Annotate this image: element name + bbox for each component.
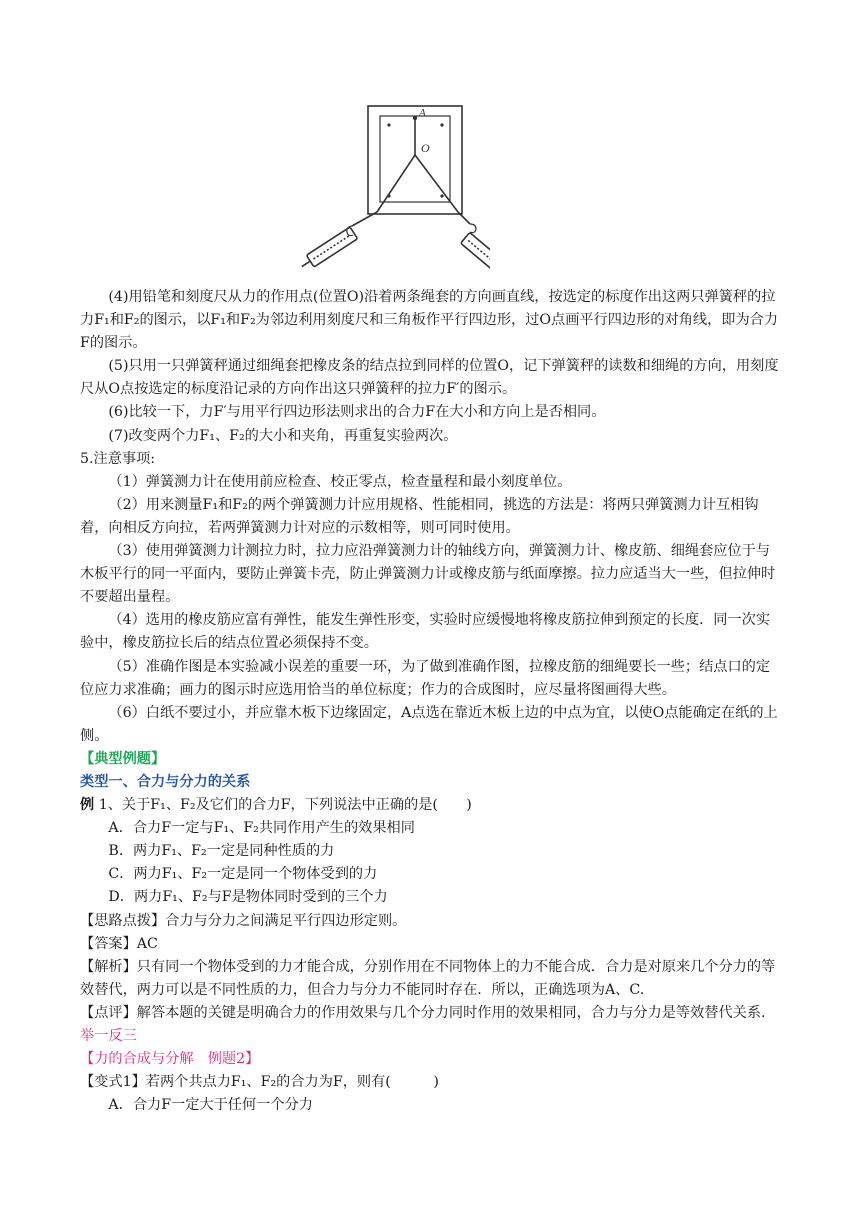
option-a: A．合力F一定与F₁、F₂共同作用产生的效果相同 [108, 820, 415, 837]
practice-link[interactable]: 【力的合成与分解 例题2】 [80, 1051, 260, 1068]
variant-1: 【变式1】若两个共点力F₁、F₂的合力为F，则有( ) [80, 1074, 439, 1091]
step-4: (4)用铅笔和刻度尺从力的作用点(位置O)沿着两条绳套的方向画直线，按选定的标度作出这两只弹簧秤的拉力F₁和F₂的图示，以F₁和F₂为邻边利用刻度尺和三角板作平行四边形，过O点画平行四边形的对角线，即为合力F的图示。 [80, 289, 779, 352]
examples-heading: 【典型例题】 [80, 750, 166, 767]
label-A: A [419, 107, 426, 119]
step-7: (7)改变两个力F₁、F₂的大小和夹角，再重复实验两次。 [108, 427, 458, 444]
strings [377, 155, 458, 212]
note-1: （1）弹簧测力计在使用前应检查、校正零点，检查量程和最小刻度单位。 [108, 473, 572, 490]
right-hook [470, 224, 476, 233]
notes-heading: 5.注意事项: [80, 450, 156, 467]
answer: 【答案】AC [80, 935, 158, 952]
variant-option-a: A．合力F一定大于任何一个分力 [108, 1097, 313, 1114]
step-5: (5)只用一只弹簧秤通过细绳套把橡皮条的结点拉到同样的位置O，记下弹簧秤的读数和细绳的方向，用刻度尺从O点按选定的标度沿记录的方向作出这只弹簧秤的拉力F′的图示。 [80, 358, 779, 398]
question-text: 1、关于F₁、F₂及它们的合力F，下列说法中正确的是( ) [94, 797, 472, 814]
option-b: B．两力F₁、F₂一定是同种性质的力 [108, 843, 335, 860]
content [80, 286, 782, 1117]
option-d: D．两力F₁、F₂与F是物体同时受到的三个力 [108, 889, 388, 906]
left-spring-balance [298, 227, 358, 270]
experiment-diagram [290, 100, 490, 270]
question-1 [80, 794, 782, 817]
note-4: （4）选用的橡皮筋应富有弹性，能发生弹性形变，实验时应缓慢地将橡皮筋拉伸到预定的长度．同一次实验中，橡皮筋拉长后的结点位置必须保持不变。 [80, 612, 771, 652]
note-2: （2）用来测量F₁和F₂的两个弹簧测力计应用规格、性能相同，挑选的方法是：将两只弹簧测力计互相钩着，向相反方向拉，若两弹簧测力计对应的示数相等，则可同时使用。 [80, 496, 759, 536]
practice-heading: 举一反三 [80, 1028, 137, 1044]
note-3: （3）使用弹簧测力计测拉力时，拉力应沿弹簧测力计的轴线方向，弹簧测力计、橡皮筋、细绳套应位于与木板平行的同一平面内，要防止弹簧卡壳，防止弹簧测力计或橡皮筋与纸面摩擦。拉力应适当大一些，但拉伸时不要超出量程。 [80, 543, 776, 606]
left-cord [352, 212, 377, 226]
right-cord [458, 212, 470, 224]
comment: 【点评】解答本题的关键是明确合力的作用效果与几个分力同时作用的效果相同，合力与分力是等效替代关系. [80, 1004, 766, 1021]
analysis: 【解析】只有同一个物体受到的力才能合成，分别作用在不同物体上的力不能合成．合力是对原来几个分力的等效替代，两力可以是不同性质的力，但合力与分力不能同时存在．所以，正确选项为A、C. [80, 958, 776, 998]
step-6: (6)比较一下，力F′与用平行四边形法则求出的合力F在大小和方向上是否相同。 [108, 404, 606, 421]
note-6: （6）白纸不要过小，并应靠木板下边缘固定，A点选在靠近木板上边的中点为宜，以使O点能确定在纸的上侧。 [80, 704, 778, 744]
label-O: O [421, 141, 430, 155]
option-c: C．两力F₁、F₂一定是同一个物体受到的力 [108, 866, 378, 883]
question-label: 例 [80, 797, 95, 814]
right-spring-balance [461, 232, 490, 270]
type-title: 类型一、合力与分力的关系 [80, 773, 251, 790]
hint: 【思路点拨】合力与分力之间满足平行四边形定则。 [80, 912, 407, 929]
note-5: （5）准确作图是本实验减小误差的重要一环，为了做到准确作图，拉橡皮筋的细绳要长一些；结点口的定位应力求准确；画力的图示时应选用恰当的单位标度；作力的合成图时，应尽量将图画得大些。 [80, 658, 771, 698]
